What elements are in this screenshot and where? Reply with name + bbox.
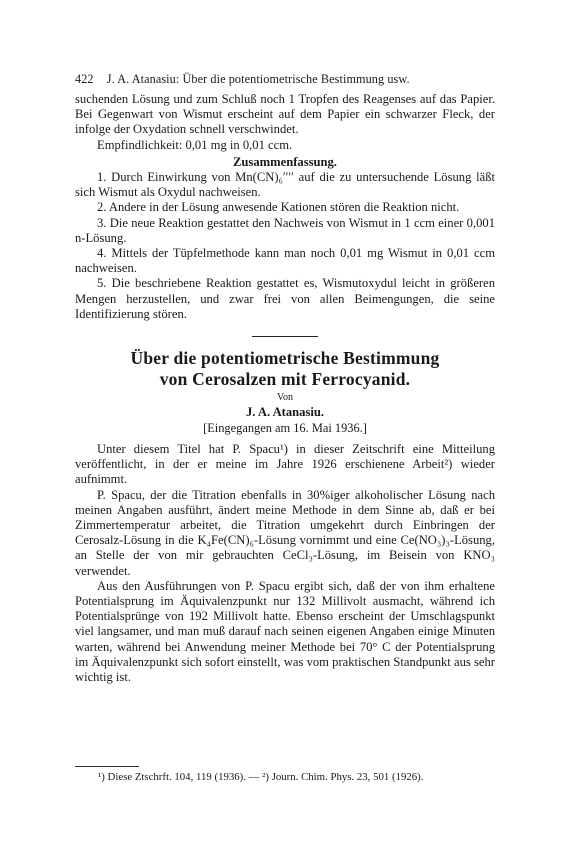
- article-author: J. A. Atanasiu.: [245, 405, 325, 420]
- text-column: [75, 92, 495, 685]
- section-divider: [252, 336, 318, 337]
- byline-von: Von: [277, 392, 293, 404]
- running-header: [75, 72, 495, 87]
- intro-paragraph: suchenden Lösung und zum Schluß noch 1 Tropfen des Reagenses auf das Papier. Bei Gegenwart von Wismut erscheint auf dem Papier ein schwarzer Fleck, der infolge der Oxydation schnell verschwindet.: [75, 92, 495, 137]
- sensitivity-line: Empfindlichkeit: 0,01 mg in 0,01 ccm.: [97, 137, 293, 152]
- summary-item: 3. Die neue Reaktion gestattet den Nachweis von Wismut in 1 ccm einer 0,001 n-Lösung.: [75, 215, 495, 245]
- body-paragraph: Unter diesem Titel hat P. Spacu¹) in dieser Zeitschrift eine Mitteilung veröffentlicht, in der er meine im Jahre 1926 erschienene Arbeit²) wieder aufnimmt.: [75, 442, 495, 487]
- summary-item: 2. Andere in der Lösung anwesende Kationen stören die Reaktion nicht.: [97, 200, 460, 215]
- running-title: J. A. Atanasiu: Über die potentiometrische Bestimmung usw.: [106, 72, 410, 86]
- summary-item: 4. Mittels der Tüpfelmethode kann man noch 0,01 mg Wismut in 0,01 ccm nachweisen.: [75, 246, 495, 276]
- footnote: ¹) Diese Ztschrft. 104, 119 (1936). — ²) Journ. Chim. Phys. 23, 501 (1926).: [98, 771, 424, 783]
- body-paragraph: P. Spacu, der die Titration ebenfalls in 30%iger alkoholischer Lösung nach meinen Angaben ausführt, ändert meine Methode in dem Sinne ab, daß er bei Zimmertemperatur arbeitet, die Titration umgekehrt durch Einbringen der Cerosalz-Lösung in die K₄Fe(CN)₆-Lösung vornimmt und eine Ce(NO₃)₃-Lösung, an Stelle der von mir gebrauchten CeCl₃-Lösung, im Beisein von KNO₃ verwendet.: [75, 487, 495, 578]
- summary-item: 5. Die beschriebene Reaktion gestattet es, Wismutoxydul leicht in größeren Mengen herzustellen, und zwar frei von allen Beimengungen, die seine Identifizierung stören.: [75, 276, 495, 321]
- article-title-line-2: von Cerosalzen mit Ferrocyanid.: [159, 369, 411, 390]
- page-number: 422: [75, 72, 94, 86]
- footnote-rule: [75, 766, 139, 767]
- summary-heading: Zusammenfassung.: [233, 154, 337, 169]
- article-title-line-1: Über die potentiometrische Bestimmung: [130, 348, 440, 369]
- body-paragraph: Aus den Ausführungen von P. Spacu ergibt sich, daß der von ihm erhaltene Potentialsprung im Äquivalenzpunkt nur 132 Millivolt ausmacht, während ich Potentialsprünge von 192 Millivolt hatte. Ebenso erscheint der Umschlagspunkt viel langsamer, und man muß darauf nach seinen eigenen Angaben einige Minuten warten, während bei Anwendung meiner Methode bei 70° C der Potentialsprung im Äquivalenzpunkt sich sofort einstellt, was vom praktischen Standpunkt aus sehr wichtig ist.: [75, 578, 495, 685]
- summary-item: 1. Durch Einwirkung von Mn(CN)₆′′′′ auf die zu untersuchende Lösung läßt sich Wismut als Oxydul nachweisen.: [75, 170, 495, 200]
- received-date: [Eingegangen am 16. Mai 1936.]: [203, 421, 367, 436]
